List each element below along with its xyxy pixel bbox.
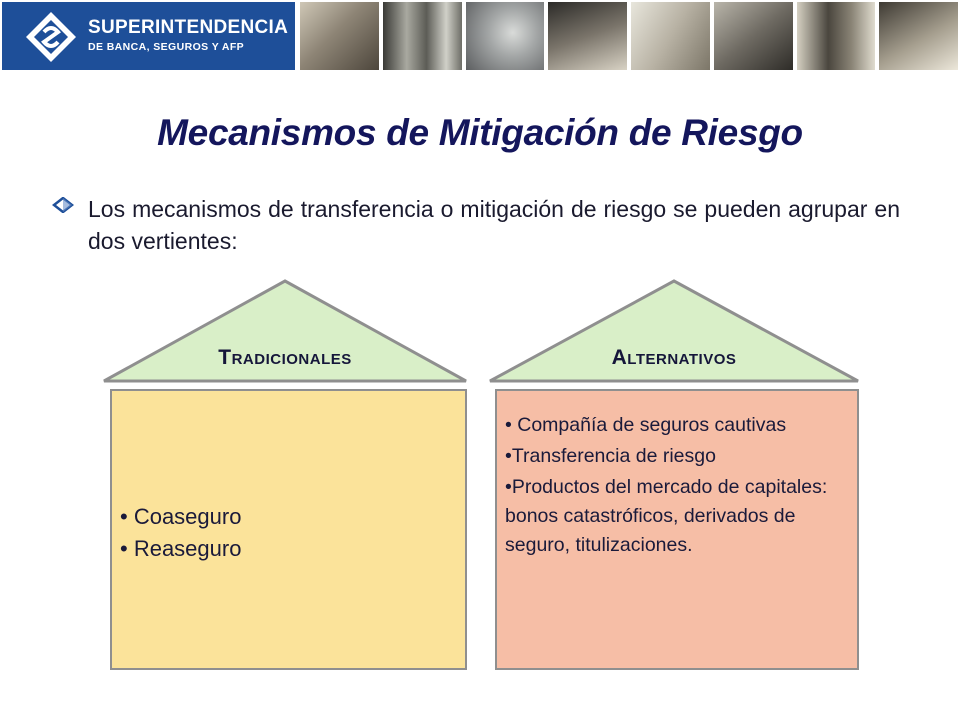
- diamond-logo-icon: [24, 10, 78, 64]
- signing-photo: [879, 2, 958, 70]
- list-item: • Reaseguro: [120, 536, 242, 561]
- slide-title: Mecanismos de Mitigación de Riesgo: [157, 112, 803, 153]
- logo-title: SUPERINTENDENCIA: [88, 17, 289, 38]
- alternative-list: [505, 411, 845, 562]
- card-terminal-photo: [714, 2, 793, 70]
- logo-subtitle: DE BANCA, SEGUROS Y AFP: [88, 41, 245, 53]
- alternative-box: [495, 389, 859, 670]
- header-banner: [0, 0, 960, 74]
- list-item: •Productos del mercado de capitales: bonos catastróficos, derivados de seguro, titulizaciones.: [505, 476, 828, 556]
- traditional-box: [110, 389, 467, 670]
- credit-card-photo: [300, 2, 379, 70]
- sbs-logo: [2, 2, 295, 70]
- heading-alternative: ALTERNATIVOS: [611, 346, 737, 369]
- list-item: •Transferencia de riesgo: [505, 445, 716, 467]
- traditional-list: [120, 501, 241, 565]
- list-item: • Compañía de seguros cautivas: [505, 414, 787, 436]
- photo-strip: [300, 2, 958, 70]
- handshake-photo: [548, 2, 627, 70]
- businessmen-photo: [797, 2, 876, 70]
- building-photo: [383, 2, 462, 70]
- documents-photo: [631, 2, 710, 70]
- intro-text: Los mecanismos de transferencia o mitigación de riesgo se pueden agrupar en dos vertientes:: [88, 196, 900, 254]
- list-item: • Coaseguro: [120, 504, 242, 529]
- diamond-bullet-icon: [52, 197, 74, 213]
- heading-traditional: TRADICIONALES: [218, 346, 352, 369]
- enter-key-photo: [466, 2, 545, 70]
